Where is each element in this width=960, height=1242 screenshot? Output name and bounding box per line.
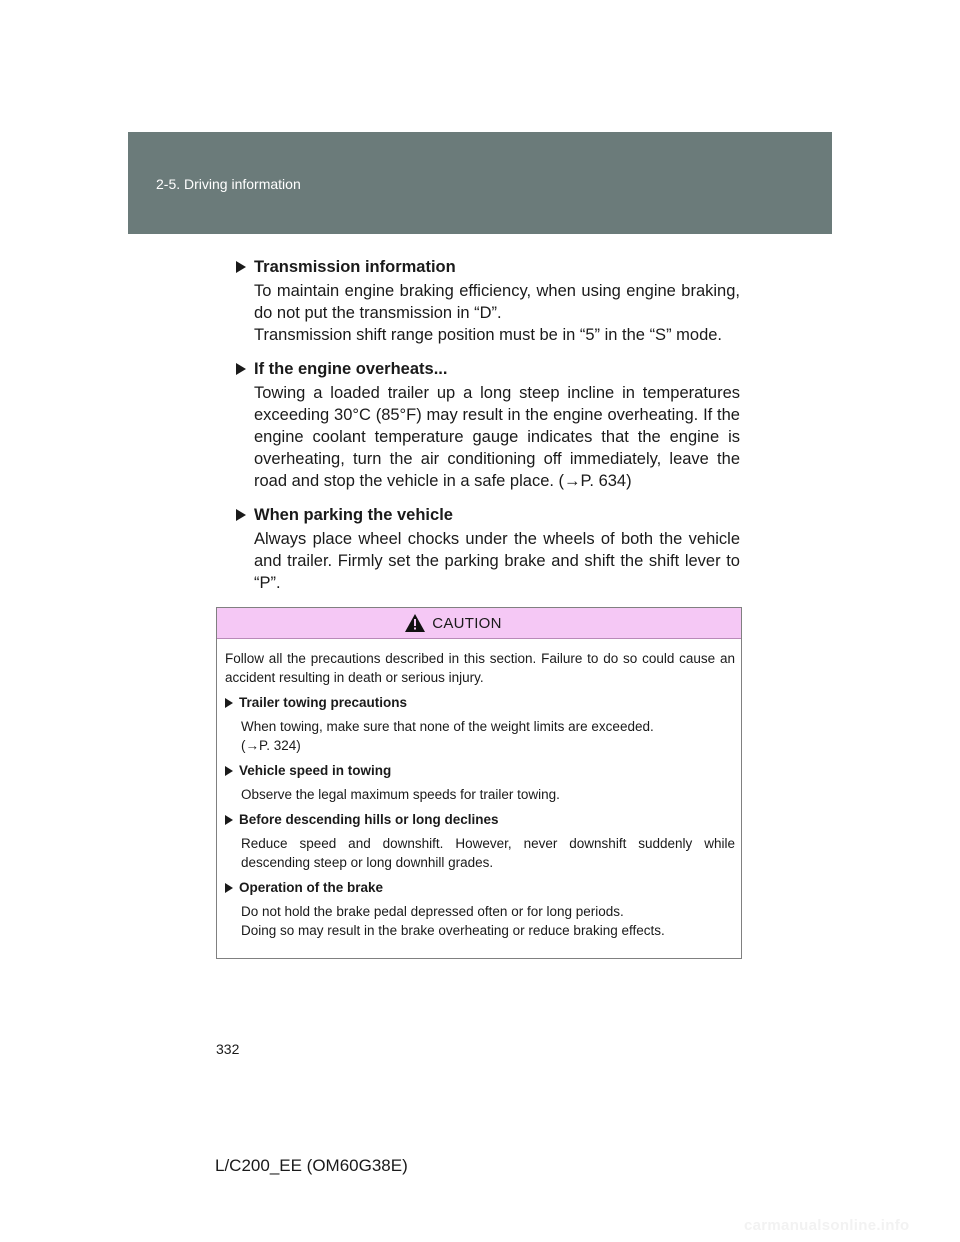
page-number: 332 xyxy=(216,1041,240,1057)
section-header-bar xyxy=(128,132,832,234)
caution-item-text: Reduce speed and downshift. However, never downshift suddenly while descending steep or long downhill grades. xyxy=(241,836,735,870)
section-transmission xyxy=(236,254,740,346)
paragraph: Towing a loaded trailer up a long steep incline in temperatures exceeding 30°C (85°F) may result in the engine overheating. If the engine coolant temperature gauge indicates that the engine is overheating, turn the air conditioning off immediately, leave the road and stop the vehicle in a safe place. (→P. 634) xyxy=(254,384,740,490)
caution-item-title: Before descending hills or long declines xyxy=(239,812,499,827)
caution-header xyxy=(217,608,741,639)
paragraph: Always place wheel chocks under the wheels of both the vehicle and trailer. Firmly set the parking brake and shift the shift lever to “P”. xyxy=(254,530,740,592)
bullet-triangle-icon xyxy=(236,261,246,273)
bullet-triangle-icon xyxy=(225,815,233,825)
bullet-triangle-icon xyxy=(225,698,233,708)
caution-item-text: Do not hold the brake pedal depressed often or for long periods. xyxy=(241,904,624,919)
watermark: carmanualsonline.info xyxy=(744,1217,910,1234)
warning-triangle-icon xyxy=(404,613,426,633)
document-id: L/C200_EE (OM60G38E) xyxy=(215,1156,408,1175)
caution-item-text: Observe the legal maximum speeds for trailer towing. xyxy=(241,787,560,802)
section-overheat xyxy=(236,356,740,492)
caution-intro: Follow all the precautions described in this section. Failure to do so could cause an accident resulting in death or serious injury. xyxy=(225,651,735,685)
section-heading: When parking the vehicle xyxy=(254,506,453,524)
paragraph: Transmission shift range position must be in “5” in the “S” mode. xyxy=(254,326,723,344)
caution-item-text: (→P. 324) xyxy=(241,738,301,753)
caution-box xyxy=(216,607,742,959)
caution-item-text: Doing so may result in the brake overheating or reduce braking effects. xyxy=(241,923,665,938)
paragraph: To maintain engine braking efficiency, when using engine braking, do not put the transmission in “D”. xyxy=(254,282,740,322)
bullet-triangle-icon xyxy=(236,509,246,521)
caution-item xyxy=(225,693,735,755)
main-content xyxy=(236,254,740,604)
section-title: 2-5. Driving information xyxy=(156,176,301,192)
caution-item-title: Operation of the brake xyxy=(239,880,384,895)
bullet-triangle-icon xyxy=(225,883,233,893)
caution-item xyxy=(225,878,735,940)
caution-item-title: Vehicle speed in towing xyxy=(239,763,392,778)
caution-item xyxy=(225,761,735,804)
caution-item-title: Trailer towing precautions xyxy=(239,695,408,710)
section-heading: Transmission information xyxy=(254,258,456,276)
caution-item xyxy=(225,810,735,872)
section-heading: If the engine overheats... xyxy=(254,360,448,378)
bullet-triangle-icon xyxy=(236,363,246,375)
caution-item-text: When towing, make sure that none of the weight limits are exceeded. xyxy=(241,719,654,734)
caution-heading: CAUTION xyxy=(432,614,502,632)
section-parking xyxy=(236,502,740,594)
bullet-triangle-icon xyxy=(225,766,233,776)
